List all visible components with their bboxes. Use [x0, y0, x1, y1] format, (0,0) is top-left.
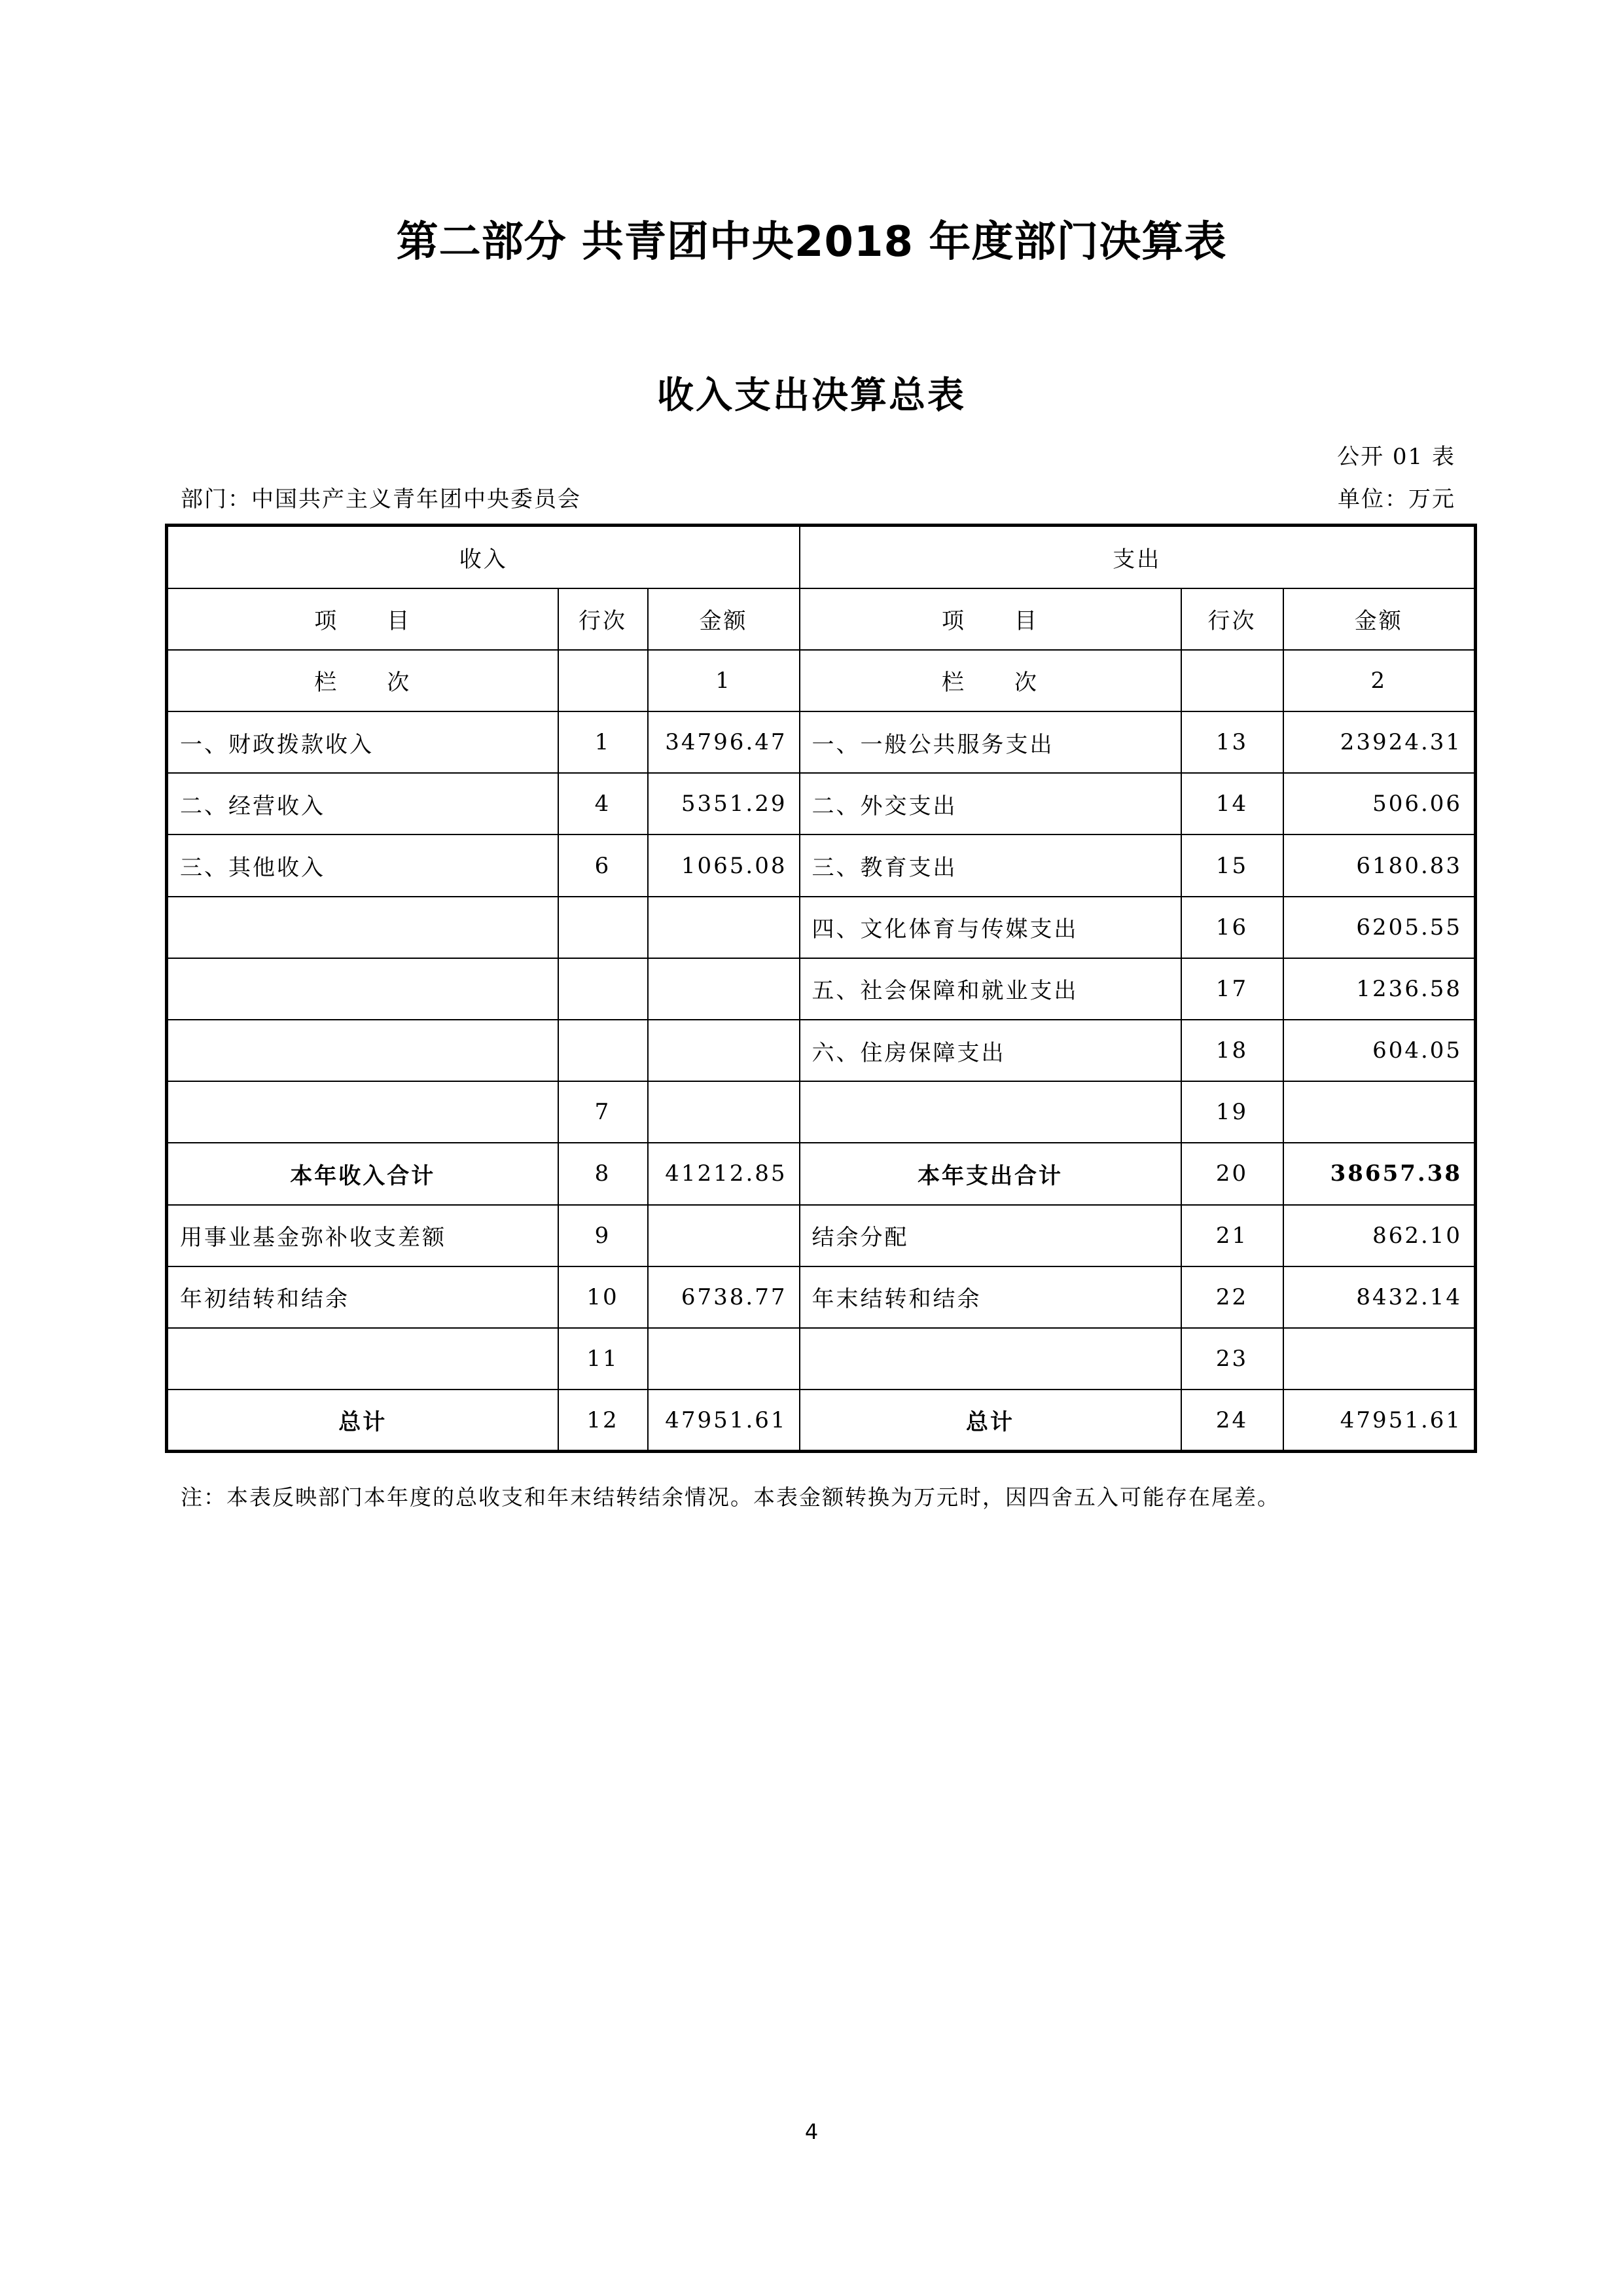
- income-amount: [648, 897, 800, 958]
- income-row-no: 8: [558, 1143, 648, 1204]
- income-grand-total-amount: 47951.61: [648, 1390, 800, 1451]
- column-header-row: [167, 588, 1476, 650]
- expense-amount: 1236.58: [1283, 958, 1476, 1020]
- income-year-total-label: 本年收入合计: [167, 1143, 558, 1204]
- income-row-no: 1: [558, 711, 648, 773]
- group-header-row: [167, 526, 1476, 588]
- income-column-index-label: 栏 次: [167, 650, 558, 711]
- income-year-total-amount: 41212.85: [648, 1143, 800, 1204]
- income-item: 三、其他收入: [167, 834, 558, 896]
- income-grand-total-label: 总计: [167, 1390, 558, 1451]
- expense-item: [800, 1328, 1181, 1390]
- income-amount: [648, 958, 800, 1020]
- expense-grand-total-amount: 47951.61: [1283, 1390, 1476, 1451]
- table-row: [167, 1205, 1476, 1266]
- expense-item: 年末结转和结余: [800, 1266, 1181, 1328]
- income-amount: [648, 1205, 800, 1266]
- income-amount: 34796.47: [648, 711, 800, 773]
- table-footnote: 注：本表反映部门本年度的总收支和年末结转结余情况。本表金额转换为万元时，因四舍五入可能存在尾差。: [181, 1484, 1280, 1510]
- income-column-index: 1: [648, 650, 800, 711]
- income-item: [167, 897, 558, 958]
- income-row-no: 11: [558, 1328, 648, 1390]
- expense-row-no: 15: [1181, 834, 1283, 896]
- table-row: [167, 1020, 1476, 1081]
- expense-year-total-label: 本年支出合计: [800, 1143, 1181, 1204]
- expense-amount-header: 金额: [1283, 588, 1476, 650]
- expense-amount: 23924.31: [1283, 711, 1476, 773]
- income-item: [167, 1020, 558, 1081]
- expense-amount: 6205.55: [1283, 897, 1476, 958]
- expense-row-no: 16: [1181, 897, 1283, 958]
- income-item: [167, 1328, 558, 1390]
- expense-item: 六、住房保障支出: [800, 1020, 1181, 1081]
- income-item: [167, 958, 558, 1020]
- expense-column-index-label: 栏 次: [800, 650, 1181, 711]
- income-item: 用事业基金弥补收支差额: [167, 1205, 558, 1266]
- income-expense-table: [165, 524, 1477, 1453]
- expense-row-no: 23: [1181, 1328, 1283, 1390]
- expense-row-no: 24: [1181, 1390, 1283, 1451]
- income-row-no: 7: [558, 1081, 648, 1143]
- expense-year-total-amount: 38657.38: [1283, 1143, 1476, 1204]
- expense-item: 二、外交支出: [800, 773, 1181, 834]
- income-amount: [648, 1020, 800, 1081]
- income-row-no: [558, 958, 648, 1020]
- expense-amount: 604.05: [1283, 1020, 1476, 1081]
- income-column-index-blank: [558, 650, 648, 711]
- income-row-no: 12: [558, 1390, 648, 1451]
- table-row: [167, 1266, 1476, 1328]
- expense-amount: 8432.14: [1283, 1266, 1476, 1328]
- table-row: [167, 711, 1476, 773]
- income-group-header: 收入: [167, 526, 800, 588]
- income-amount: 6738.77: [648, 1266, 800, 1328]
- document-title: 第二部分 共青团中央2018 年度部门决算表: [396, 218, 1227, 266]
- income-row-no: 9: [558, 1205, 648, 1266]
- income-row-no: 6: [558, 834, 648, 896]
- income-amount: 5351.29: [648, 773, 800, 834]
- income-item: 年初结转和结余: [167, 1266, 558, 1328]
- income-row-no-header: 行次: [558, 588, 648, 650]
- income-row-no: 10: [558, 1266, 648, 1328]
- expense-item: 三、教育支出: [800, 834, 1181, 896]
- expense-row-no: 22: [1181, 1266, 1283, 1328]
- year-total-row: [167, 1143, 1476, 1204]
- expense-row-no-header: 行次: [1181, 588, 1283, 650]
- expense-row-no: 14: [1181, 773, 1283, 834]
- grand-total-row: [167, 1390, 1476, 1451]
- table-row: [167, 834, 1476, 896]
- expense-item: 结余分配: [800, 1205, 1181, 1266]
- expense-amount: 6180.83: [1283, 834, 1476, 896]
- income-amount: [648, 1081, 800, 1143]
- expense-grand-total-label: 总计: [800, 1390, 1181, 1451]
- income-item-header: 项 目: [167, 588, 558, 650]
- expense-item: 四、文化体育与传媒支出: [800, 897, 1181, 958]
- expense-row-no: 13: [1181, 711, 1283, 773]
- expense-row-no: 19: [1181, 1081, 1283, 1143]
- income-amount-header: 金额: [648, 588, 800, 650]
- table-row: [167, 958, 1476, 1020]
- form-number: 公开 01 表: [1337, 444, 1455, 470]
- table-row: [167, 1081, 1476, 1143]
- expense-row-no: 18: [1181, 1020, 1283, 1081]
- income-item: 一、财政拨款收入: [167, 711, 558, 773]
- expense-item-header: 项 目: [800, 588, 1181, 650]
- department-label: 部门：中国共产主义青年团中央委员会: [181, 486, 581, 512]
- table-row: [167, 773, 1476, 834]
- expense-row-no: 17: [1181, 958, 1283, 1020]
- table-row: [167, 1328, 1476, 1390]
- column-index-row: [167, 650, 1476, 711]
- table-title: 收入支出决算总表: [657, 374, 966, 417]
- expense-item: 五、社会保障和就业支出: [800, 958, 1181, 1020]
- income-amount: 1065.08: [648, 834, 800, 896]
- expense-amount: 506.06: [1283, 773, 1476, 834]
- expense-group-header: 支出: [800, 526, 1476, 588]
- expense-row-no: 21: [1181, 1205, 1283, 1266]
- income-row-no: 4: [558, 773, 648, 834]
- expense-amount: 862.10: [1283, 1205, 1476, 1266]
- income-item: 二、经营收入: [167, 773, 558, 834]
- expense-item: 一、一般公共服务支出: [800, 711, 1181, 773]
- unit-label: 单位：万元: [1338, 486, 1455, 512]
- expense-column-index-blank: [1181, 650, 1283, 711]
- expense-amount: [1283, 1081, 1476, 1143]
- table-row: [167, 897, 1476, 958]
- income-item: [167, 1081, 558, 1143]
- income-row-no: [558, 897, 648, 958]
- income-row-no: [558, 1020, 648, 1081]
- income-amount: [648, 1328, 800, 1390]
- expense-column-index: 2: [1283, 650, 1476, 711]
- expense-row-no: 20: [1181, 1143, 1283, 1204]
- page-number: 4: [804, 2119, 819, 2144]
- expense-amount: [1283, 1328, 1476, 1390]
- expense-item: [800, 1081, 1181, 1143]
